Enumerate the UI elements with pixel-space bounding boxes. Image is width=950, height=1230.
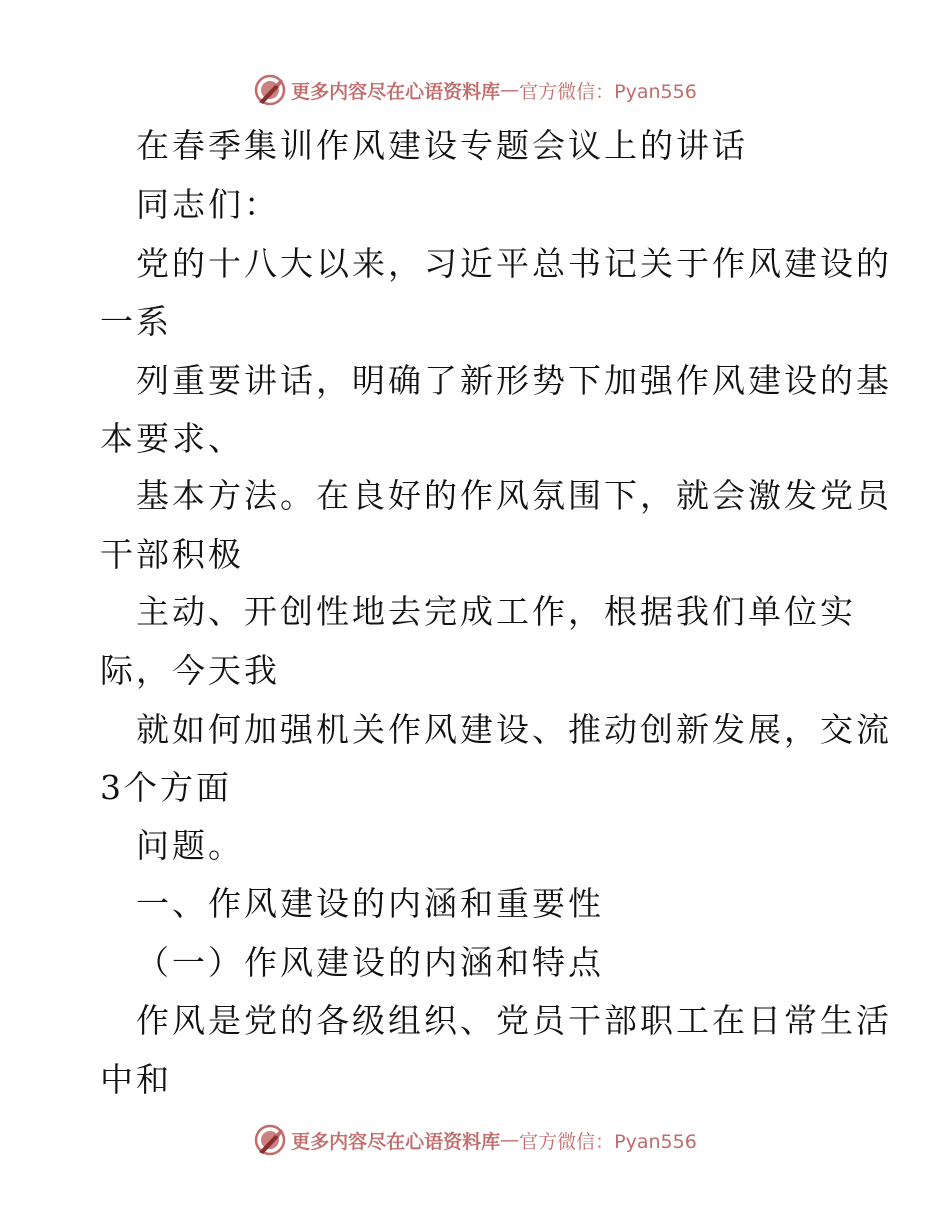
paragraph-line: 干部积极 xyxy=(100,535,244,574)
paragraph-line: 主动、开创性地去完成工作，根据我们单位实 xyxy=(136,592,856,631)
header-banner-dash: — xyxy=(500,79,520,101)
paragraph-line: 3个方面 xyxy=(100,768,232,807)
paragraph-line: 作风是党的各级组织、党员干部职工在日常生活 xyxy=(136,1001,892,1040)
paragraph-line: 基本方法。在良好的作风氛围下，就会激发党员 xyxy=(136,476,892,515)
header-banner-text: 更多内容尽在心语资料库 xyxy=(291,80,501,103)
paragraph-line: 问题。 xyxy=(136,826,244,865)
paragraph-line: 一系 xyxy=(100,302,172,341)
paragraph-line: 际，今天我 xyxy=(100,651,280,690)
pen-logo-icon xyxy=(253,73,287,107)
header-watermark-banner xyxy=(0,70,950,110)
paragraph-line: 中和 xyxy=(100,1060,172,1099)
paragraph-line: 就如何加强机关作风建设、推动创新发展，交流 xyxy=(136,710,892,749)
pen-logo-icon xyxy=(253,1123,287,1157)
footer-watermark-banner xyxy=(0,1120,950,1160)
footer-banner-text: 更多内容尽在心语资料库 xyxy=(291,1130,501,1153)
paragraph-line: 党的十八大以来，习近平总书记关于作风建设的 xyxy=(136,244,892,283)
section-heading: 一、作风建设的内涵和重要性 xyxy=(136,884,604,923)
subsection-heading: （一）作风建设的内涵和特点 xyxy=(136,943,604,982)
footer-banner-contact: 官方微信：Pyan556 xyxy=(519,1130,697,1153)
paragraph-line: 列重要讲话，明确了新形势下加强作风建设的基 xyxy=(136,361,892,400)
footer-banner-dash: — xyxy=(500,1129,520,1151)
paragraph-line: 本要求、 xyxy=(100,419,244,458)
header-banner-contact: 官方微信：Pyan556 xyxy=(519,80,697,103)
salutation: 同志们： xyxy=(136,185,280,224)
document-title: 在春季集训作风建设专题会议上的讲话 xyxy=(136,126,748,165)
